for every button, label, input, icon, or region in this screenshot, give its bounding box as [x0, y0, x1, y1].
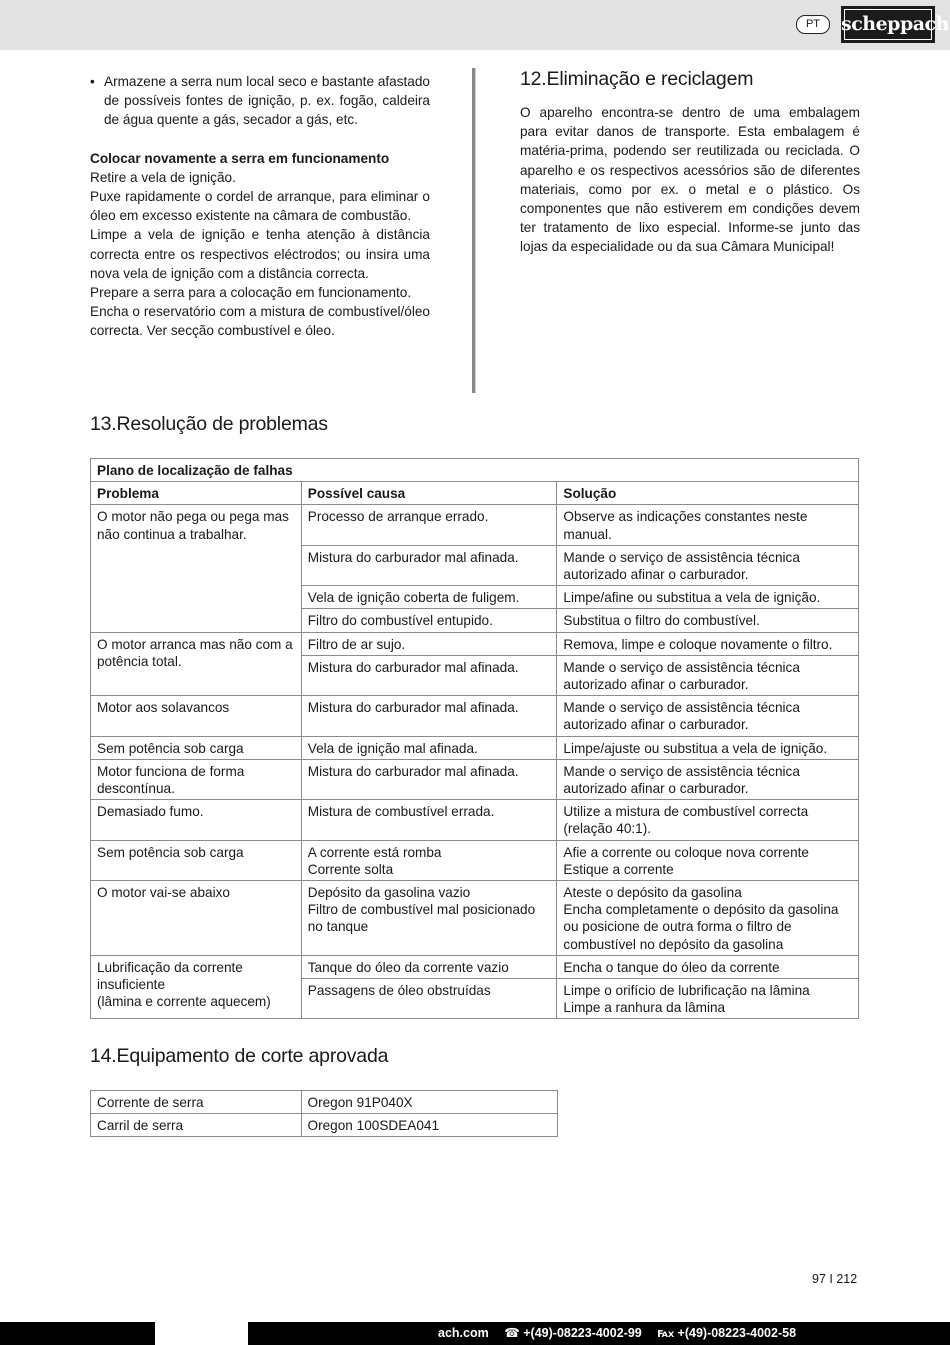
page-number: 97 I 212 — [812, 1272, 858, 1286]
restart-paragraph: Prepare a serra para a colocação em funcionamento. — [90, 285, 412, 301]
problem-cell: O motor não pega ou pega mas não continua a trabalhar. — [91, 505, 302, 632]
section-title: Equipamento de corte aprovada — [116, 1045, 389, 1067]
section-12 — [520, 68, 860, 257]
equipment-value: Oregon 100SDEA041 — [301, 1114, 557, 1137]
storage-bullet — [90, 72, 430, 130]
solution-cell: Observe as indicações constantes neste manual. — [557, 505, 859, 545]
solution-cell: Mande o serviço de assistência técnica autorizado afinar o carburador. — [557, 655, 859, 695]
cause-cell: Tanque do óleo da corrente vazio — [301, 955, 557, 978]
problem-cell: Lubrificação da corrente insuficiente (lâmina e corrente aquecem) — [91, 955, 302, 1019]
section-heading — [90, 413, 328, 436]
table-row — [91, 881, 859, 956]
section-number: 14. — [90, 1045, 117, 1067]
footer-fax: ℻ +(49)-08223-4002-58 — [657, 1326, 797, 1340]
problem-cell: Demasiado fumo. — [91, 800, 302, 840]
cause-cell: A corrente está romba Corrente solta — [301, 840, 557, 880]
column-header: Solução — [557, 482, 859, 505]
cause-cell: Mistura do carburador mal afinada. — [301, 545, 557, 585]
solution-cell: Afie a corrente ou coloque nova corrente Estique a corrente — [557, 840, 859, 880]
section-heading — [90, 1045, 388, 1068]
table-row — [91, 505, 859, 545]
column-header: Possível causa — [301, 482, 557, 505]
restart-paragraph: Limpe a vela de ignição e tenha atenção à distância correcta entre os respectivos eléctrodos; ou insira uma nova vela de ignição com a distância correcta. — [90, 227, 430, 281]
section-title: Resolução de problemas — [116, 413, 328, 435]
cause-cell: Passagens de óleo obstruídas — [301, 979, 557, 1019]
logo-text: scheppach — [841, 13, 949, 35]
footer-website: ach.com — [438, 1326, 489, 1340]
table-row — [91, 840, 859, 880]
restart-paragraph: Retire a vela de ignição. — [90, 169, 236, 185]
problem-cell: Motor aos solavancos — [91, 696, 302, 736]
bullet-dot: • — [90, 74, 95, 89]
cause-cell: Mistura do carburador mal afinada. — [301, 696, 557, 736]
table-title: Plano de localização de falhas — [91, 459, 859, 482]
column-header: Problema — [91, 482, 302, 505]
problem-cell: O motor vai-se abaixo — [91, 881, 302, 956]
solution-cell: Mande o serviço de assistência técnica autorizado afinar o carburador. — [557, 696, 859, 736]
restart-paragraph: Encha o reservatório com a mistura de combustível/óleo correcta. Ver secção combustível e óleo. — [90, 304, 430, 339]
section-14-heading — [90, 1045, 388, 1068]
footer-gap — [155, 1322, 248, 1345]
solution-cell: Ateste o depósito da gasolina Encha completamente o depósito da gasolina ou posicione de outra forma o filtro de combustível no depósito da gasolina — [557, 881, 859, 956]
cause-cell: Filtro do combustível entupido. — [301, 609, 557, 632]
table-row — [91, 955, 859, 978]
left-column — [90, 72, 430, 341]
bullet-text: Armazene a serra num local seco e bastante afastado de possíveis fontes de ignição, p. ex. fogão, caldeira de água quente a gás, secador a gás, etc. — [104, 74, 430, 128]
footer-contact — [438, 1322, 796, 1345]
cause-cell: Vela de ignição coberta de fuligem. — [301, 586, 557, 609]
logo-frame — [844, 9, 932, 40]
table-row — [91, 1091, 558, 1114]
table-row — [91, 1114, 558, 1137]
problem-cell: Motor funciona de forma descontínua. — [91, 759, 302, 799]
restart-subheading: Colocar novamente a serra em funcionamento — [90, 150, 390, 166]
solution-cell: Limpe/afine ou substitua a vela de ignição. — [557, 586, 859, 609]
cause-cell: Vela de ignição mal afinada. — [301, 736, 557, 759]
section-title: Eliminação e reciclagem — [546, 68, 754, 90]
section-number: 13. — [90, 413, 117, 435]
section-12-text: O aparelho encontra-se dentro de uma embalagem para evitar danos de transporte. Esta embalagem é matéria-prima, podendo ser reutilizada ou reciclada. O aparelho e os respectivos acessórios são de diferentes materiais, como por ex. o metal e o plástico. Os componentes que não estiverem em condições devem ter tratamento de lixo especial. Informe-se junto das lojas da especialidade ou da sua Câmara Municipal! — [520, 105, 860, 255]
cause-cell: Mistura do carburador mal afinada. — [301, 759, 557, 799]
section-number: 12. — [520, 68, 547, 90]
table-row — [91, 759, 859, 799]
solution-cell: Mande o serviço de assistência técnica autorizado afinar o carburador. — [557, 545, 859, 585]
solution-cell: Limpe o orifício de lubrificação na lâmina Limpe a ranhura da lâmina — [557, 979, 859, 1019]
scheppach-logo — [841, 6, 949, 43]
problem-cell: Sem potência sob carga — [91, 736, 302, 759]
equipment-item: Carril de serra — [91, 1114, 302, 1137]
solution-cell: Mande o serviço de assistência técnica autorizado afinar o carburador. — [557, 759, 859, 799]
solution-cell: Limpe/ajuste ou substitua a vela de ignição. — [557, 736, 859, 759]
cause-cell: Filtro de ar sujo. — [301, 632, 557, 655]
cause-cell: Processo de arranque errado. — [301, 505, 557, 545]
table-row — [91, 632, 859, 655]
equipment-table — [90, 1090, 558, 1137]
cause-cell: Depósito da gasolina vazio Filtro de combustível mal posicionado no tanque — [301, 881, 557, 956]
cause-cell: Mistura do carburador mal afinada. — [301, 655, 557, 695]
table-row — [91, 736, 859, 759]
solution-cell: Utilize a mistura de combustível correcta (relação 40:1). — [557, 800, 859, 840]
equipment-item: Corrente de serra — [91, 1091, 302, 1114]
solution-cell: Remova, limpe e coloque novamente o filtro. — [557, 632, 859, 655]
language-badge: PT — [796, 15, 830, 34]
solution-cell: Substitua o filtro do combustível. — [557, 609, 859, 632]
table-row — [91, 800, 859, 840]
problem-cell: O motor arranca mas não com a potência total. — [91, 632, 302, 696]
restart-paragraph: Puxe rapidamente o cordel de arranque, para eliminar o óleo em excesso existente na câmara de combustão. — [90, 189, 430, 224]
section-13-heading — [90, 413, 328, 436]
column-divider-shadow — [475, 68, 476, 393]
footer-phone: ☎ +(49)-08223-4002-99 — [504, 1326, 642, 1340]
problem-cell: Sem potência sob carga — [91, 840, 302, 880]
cause-cell: Mistura de combustível errada. — [301, 800, 557, 840]
troubleshooting-table — [90, 458, 859, 1019]
table-header-row — [91, 482, 859, 505]
table-row — [91, 459, 859, 482]
section-12-heading — [520, 68, 860, 91]
equipment-value: Oregon 91P040X — [301, 1091, 557, 1114]
solution-cell: Encha o tanque do óleo da corrente — [557, 955, 859, 978]
table-row — [91, 696, 859, 736]
